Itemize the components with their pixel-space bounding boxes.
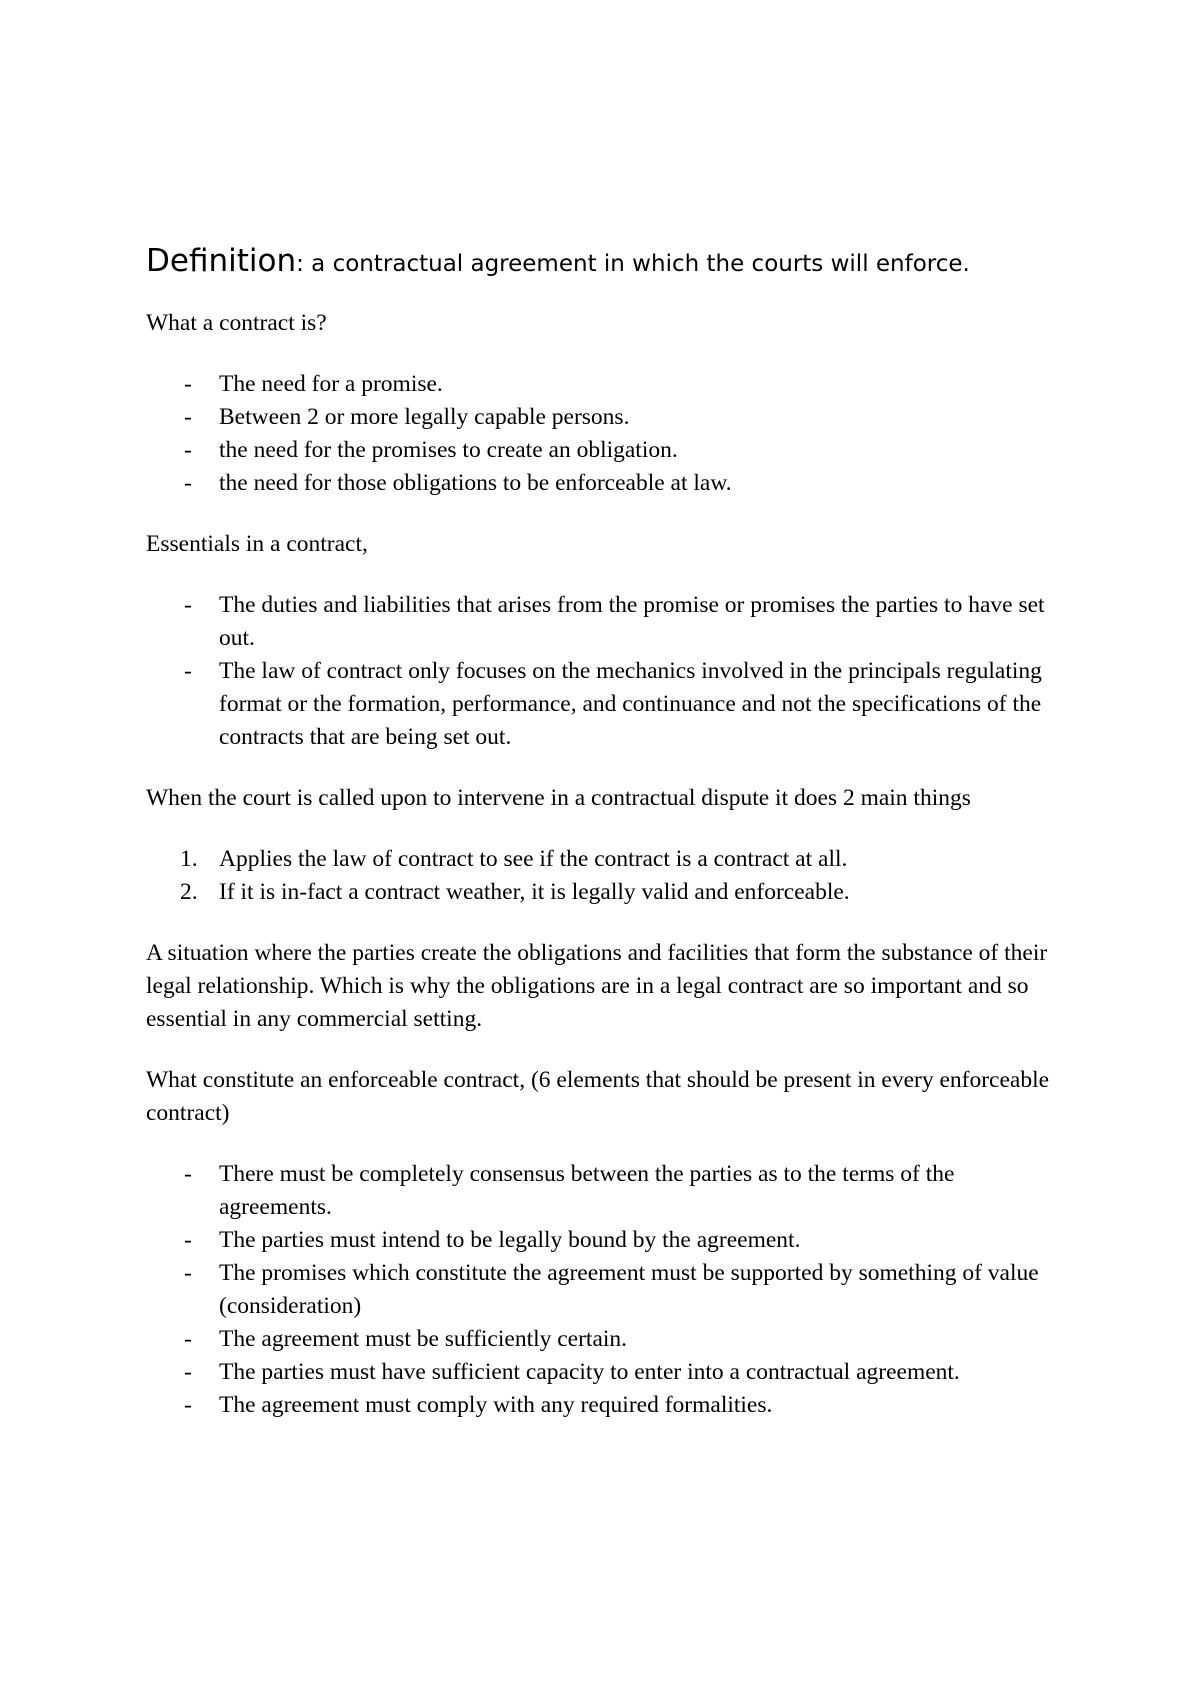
- list-item-text: The agreement must comply with any required formalities.: [219, 1392, 773, 1418]
- list-item-text: If it is in-fact a contract weather, it is legally valid and enforceable.: [219, 879, 850, 905]
- list-item: [146, 1257, 1066, 1323]
- list-item: [146, 467, 1066, 500]
- list-item-text: Applies the law of contract to see if the contract is a contract at all.: [219, 846, 848, 872]
- list-item: [146, 434, 1066, 467]
- list-item-text: the need for those obligations to be enforceable at law.: [219, 470, 732, 496]
- dash-marker: -: [184, 1260, 192, 1286]
- list-item: [146, 368, 1066, 401]
- list-item: [146, 843, 1066, 876]
- dash-marker: -: [184, 1359, 192, 1385]
- section-heading-what-a-contract-is: What a contract is?: [146, 310, 327, 336]
- list-item: [146, 1389, 1066, 1422]
- list-item: [146, 1158, 1066, 1224]
- list-item: [146, 876, 1066, 909]
- list-item: [146, 589, 1066, 655]
- list-item: [146, 1356, 1066, 1389]
- list-item: [146, 1323, 1066, 1356]
- dash-marker: -: [184, 1161, 192, 1187]
- number-marker: 1.: [180, 846, 198, 872]
- dash-marker: -: [184, 592, 192, 618]
- dash-marker: -: [184, 470, 192, 496]
- list-item-text: There must be completely consensus between the parties as to the terms of the agreements.: [219, 1161, 955, 1220]
- dash-marker: -: [184, 404, 192, 430]
- document-body: [146, 243, 1066, 1450]
- number-marker: 2.: [180, 879, 198, 905]
- list-item: [146, 655, 1066, 754]
- list-enforceable-elements: [146, 1158, 1066, 1422]
- dash-marker: -: [184, 1392, 192, 1418]
- numbered-list-court-things: [146, 843, 1066, 909]
- dash-marker: -: [184, 437, 192, 463]
- definition: [146, 243, 1066, 282]
- list-item-text: The duties and liabilities that arises from the promise or promises the parties to have set out.: [219, 592, 1045, 651]
- dash-marker: -: [184, 658, 192, 684]
- list-item: [146, 401, 1066, 434]
- definition-term: Definition: [146, 243, 297, 279]
- section-heading-enforceable-contract: What constitute an enforceable contract, (6 elements that should be present in every enforceable contract): [146, 1067, 1050, 1126]
- list-item-text: the need for the promises to create an obligation.: [219, 437, 678, 463]
- section-heading-court-intervene: When the court is called upon to intervene in a contractual dispute it does 2 main things: [146, 785, 971, 811]
- paragraph-situation: A situation where the parties create the obligations and facilities that form the substance of their legal relationship. Which is why the obligations are in a legal contract are so important and so essential in any commercial setting.: [146, 940, 1048, 1032]
- list-item-text: The parties must intend to be legally bound by the agreement.: [219, 1227, 801, 1253]
- list-what-a-contract-is: [146, 368, 1066, 500]
- list-essentials: [146, 589, 1066, 754]
- list-item-text: The promises which constitute the agreement must be supported by something of value (consideration): [219, 1260, 1039, 1319]
- list-item-text: The parties must have sufficient capacity to enter into a contractual agreement.: [219, 1359, 960, 1385]
- dash-marker: -: [184, 1227, 192, 1253]
- dash-marker: -: [184, 371, 192, 397]
- definition-text: : a contractual agreement in which the courts will enforce.: [296, 251, 970, 277]
- list-item-text: The agreement must be sufficiently certain.: [219, 1326, 628, 1352]
- list-item-text: The need for a promise.: [219, 371, 443, 397]
- dash-marker: -: [184, 1326, 192, 1352]
- list-item-text: The law of contract only focuses on the mechanics involved in the principals regulating format or the formation, performance, and continuance and not the specifications of the contracts that are being set out.: [219, 658, 1042, 750]
- list-item-text: Between 2 or more legally capable persons.: [219, 404, 630, 430]
- section-heading-essentials: Essentials in a contract,: [146, 531, 368, 557]
- list-item: [146, 1224, 1066, 1257]
